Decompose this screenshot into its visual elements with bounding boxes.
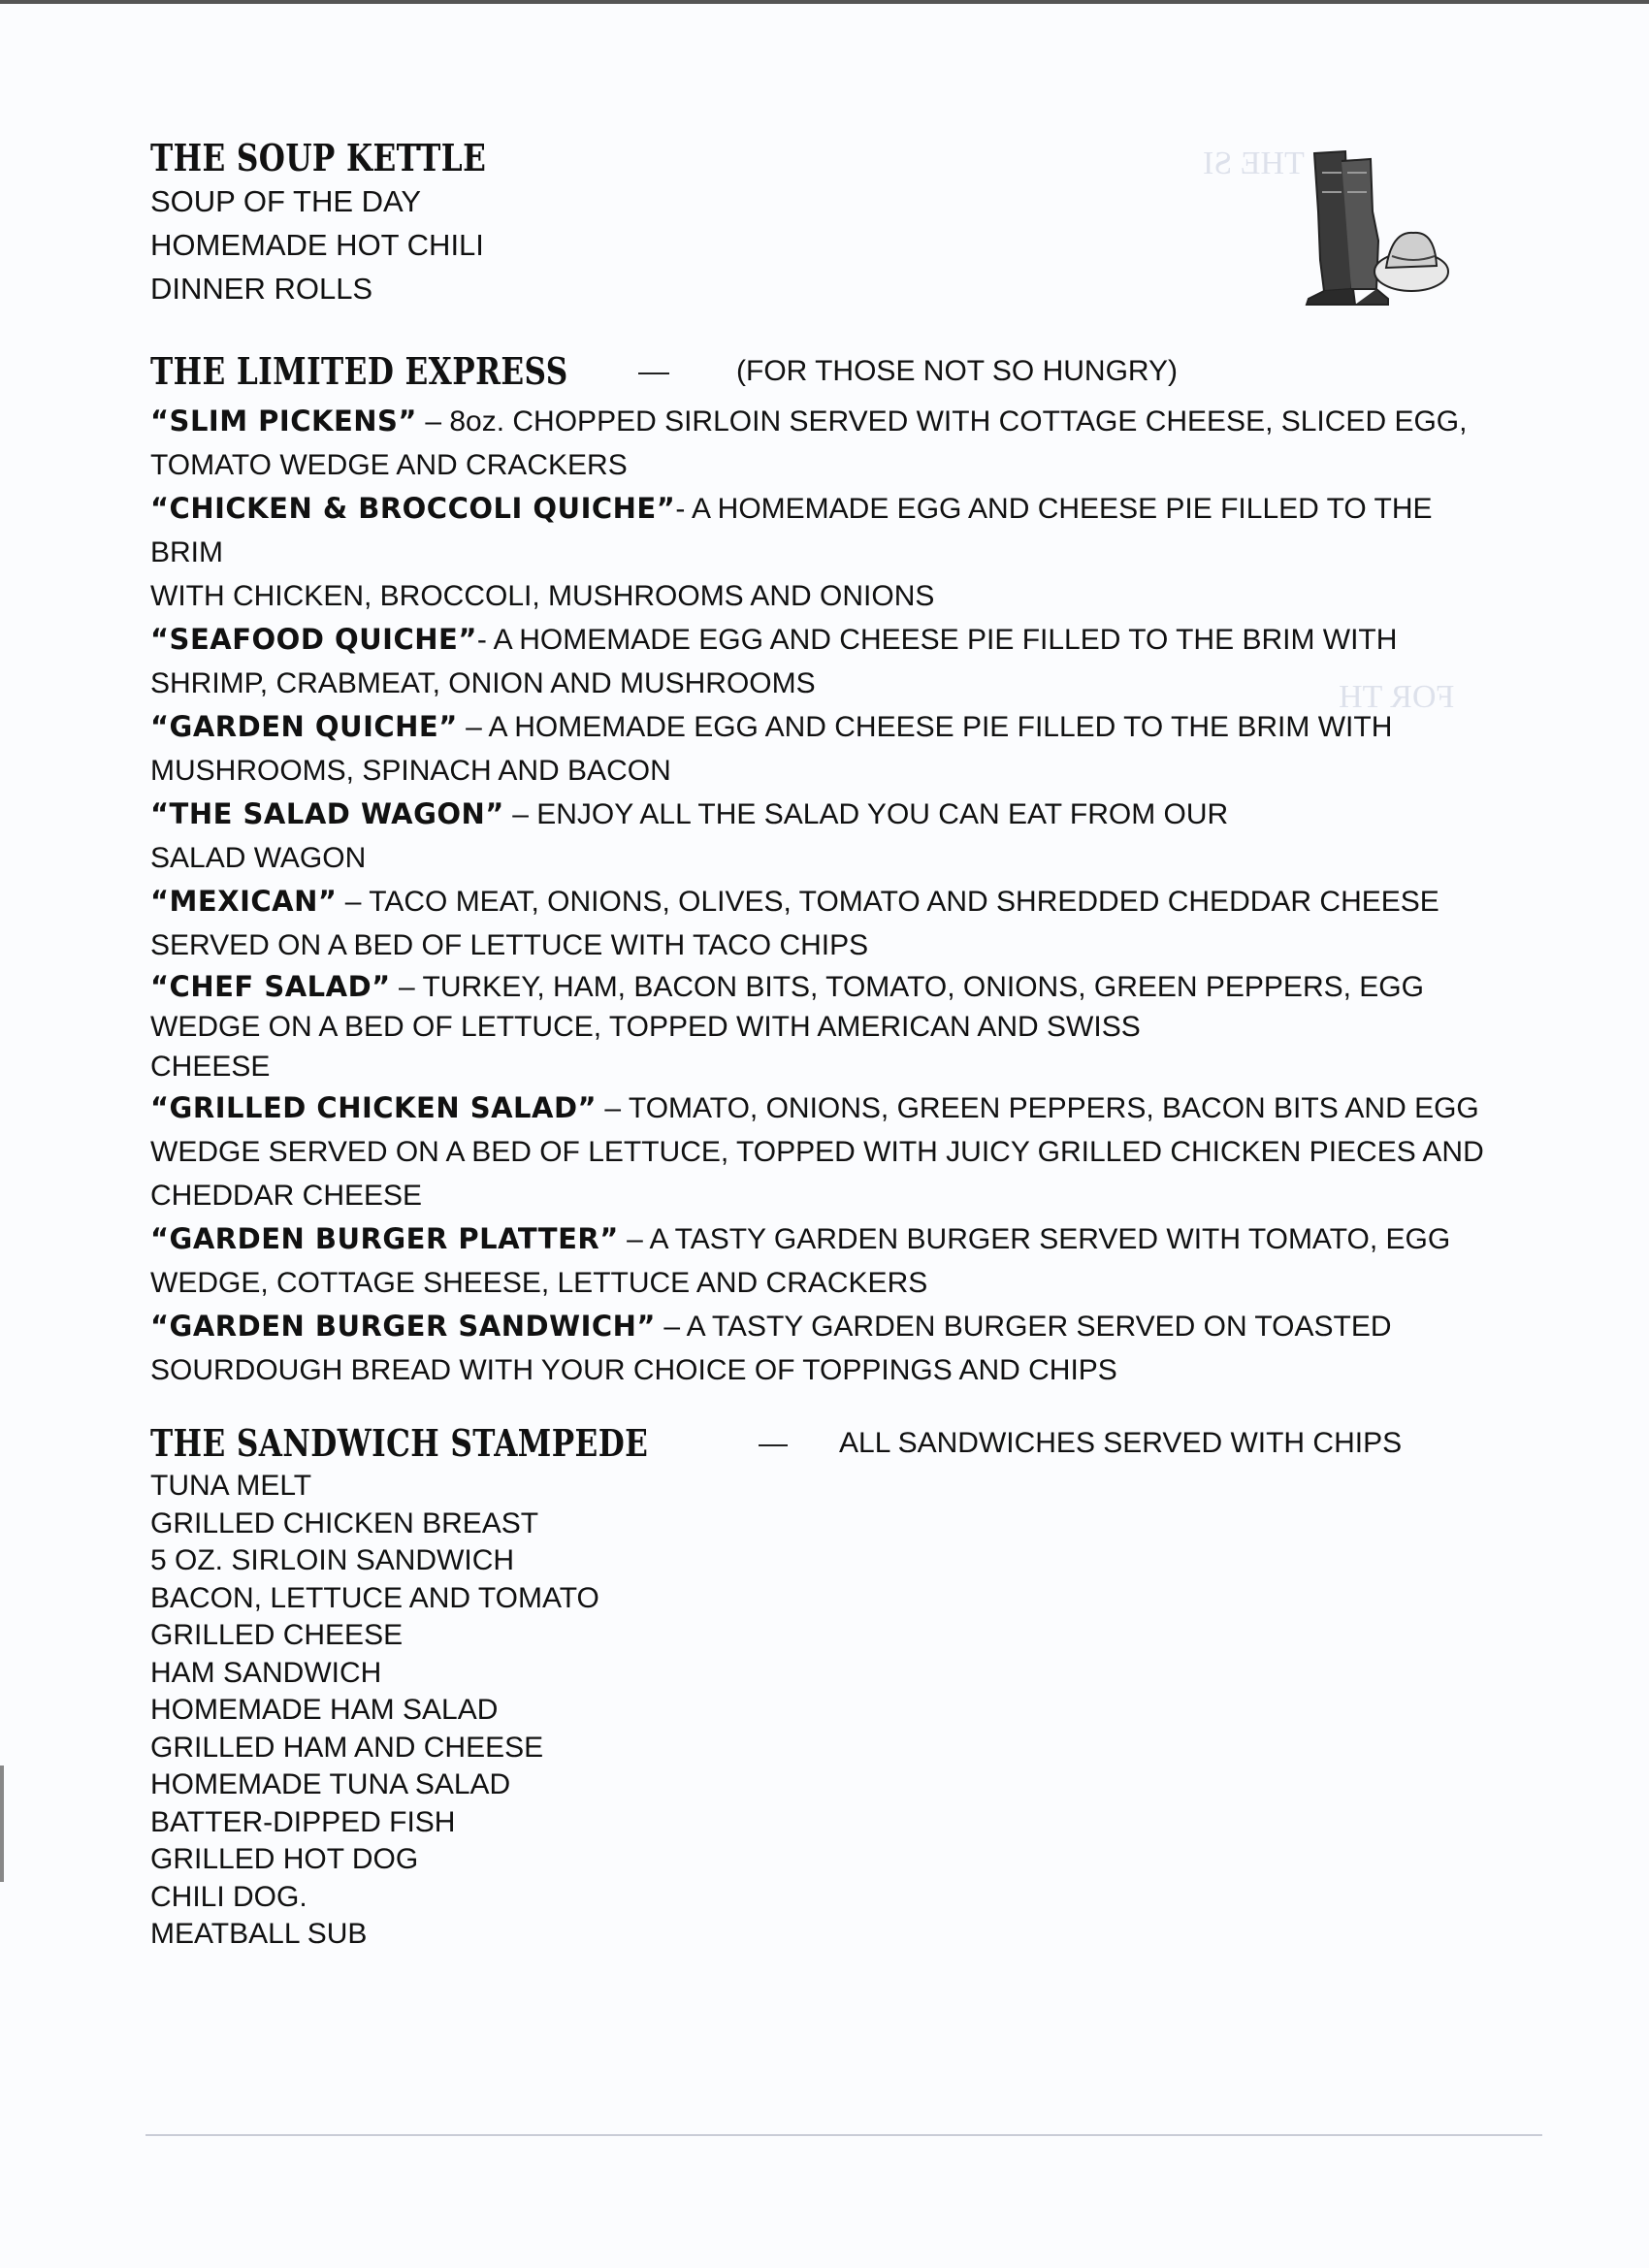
item-description: – 8oz. CHOPPED SIRLOIN SERVED WITH COTTAGE CHEESE, SLICED EGG, <box>417 405 1468 437</box>
item-description-cont: WITH CHICKEN, BROCCOLI, MUSHROOMS AND ONIONS <box>150 580 935 612</box>
item-name: “SLIM PICKENS” <box>150 405 417 437</box>
menu-item <box>150 1305 1499 1392</box>
sandwich-item: TUNA MELT <box>150 1470 312 1502</box>
menu-item <box>150 880 1499 967</box>
item-name: “SEAFOOD QUICHE” <box>150 623 477 656</box>
item-description: - A HOMEMADE EGG AND CHEESE PIE FILLED TO THE BRIM WITH <box>476 624 1398 656</box>
show-through-text: FOR TH <box>1339 679 1455 715</box>
menu-item <box>150 400 1499 487</box>
limited-express-header <box>150 349 1499 400</box>
menu-item <box>150 1086 1499 1217</box>
limited-express-section <box>150 349 1499 1392</box>
item-description-cont: MUSHROOMS, SPINACH AND BACON <box>150 755 671 787</box>
section-title-sandwich-stampede: THE SANDWICH STAMPEDE <box>150 1421 649 1465</box>
scan-edge-mark <box>0 1766 4 1882</box>
item-description-cont: SALAD WAGON <box>150 842 367 874</box>
sandwich-stampede-header <box>150 1421 1499 1468</box>
item-description-cont: WEDGE ON A BED OF LETTUCE, TOPPED WITH AMERICAN AND SWISS <box>150 1011 1141 1043</box>
section-gap <box>150 310 1499 349</box>
section-gap <box>150 1392 1499 1421</box>
sandwich-item: 5 OZ. SIRLOIN SANDWICH <box>150 1544 515 1576</box>
item-name: “MEXICAN” <box>150 885 338 918</box>
item-description-cont: SOURDOUGH BREAD WITH YOUR CHOICE OF TOPPINGS AND CHIPS <box>150 1354 1117 1386</box>
item-description-cont: CHEDDAR CHEESE <box>150 1180 423 1212</box>
item-name: “THE SALAD WAGON” <box>150 797 504 830</box>
menu-item <box>150 487 1499 618</box>
header-dash <box>759 1444 788 1446</box>
sandwich-item: BACON, LETTUCE AND TOMATO <box>150 1581 599 1614</box>
menu-page <box>150 136 1499 1954</box>
item-name: “GARDEN BURGER PLATTER” <box>150 1222 619 1255</box>
item-name: “CHICKEN & BROCCOLI QUICHE” <box>150 492 676 525</box>
soup-kettle-section <box>150 136 1499 310</box>
section-title-soup-kettle: THE SOUP KETTLE <box>150 136 487 179</box>
item-name: “GARDEN BURGER SANDWICH” <box>150 1310 656 1343</box>
item-description-cont: WEDGE, COTTAGE SHEESE, LETTUCE AND CRACKERS <box>150 1267 928 1299</box>
sandwich-item: MEATBALL SUB <box>150 1918 368 1950</box>
soup-item: HOMEMADE HOT CHILI <box>150 228 484 262</box>
sandwich-item: GRILLED CHEESE <box>150 1619 404 1651</box>
section-title-limited-express: THE LIMITED EXPRESS <box>150 349 568 393</box>
sandwich-item: HOMEMADE TUNA SALAD <box>150 1768 511 1800</box>
sandwich-item: GRILLED HAM AND CHEESE <box>150 1731 544 1764</box>
item-description: – A HOMEMADE EGG AND CHEESE PIE FILLED TO THE BRIM WITH <box>457 711 1393 743</box>
menu-item <box>150 793 1499 880</box>
item-name: “GRILLED CHICKEN SALAD” <box>150 1091 598 1124</box>
item-description: – TURKEY, HAM, BACON BITS, TOMATO, ONIONS, GREEN PEPPERS, EGG <box>390 971 1424 1003</box>
item-description: – A TASTY GARDEN BURGER SERVED WITH TOMATO, EGG <box>618 1223 1451 1255</box>
item-description: – A TASTY GARDEN BURGER SERVED ON TOASTED <box>655 1311 1392 1343</box>
sandwich-item: CHILI DOG. <box>150 1880 307 1913</box>
soup-item: DINNER ROLLS <box>150 272 373 306</box>
soup-item: SOUP OF THE DAY <box>150 184 422 218</box>
header-dash <box>638 373 669 374</box>
sandwich-item: HOMEMADE HAM SALAD <box>150 1694 499 1726</box>
menu-item <box>150 618 1499 705</box>
menu-item <box>150 1217 1499 1305</box>
item-description-cont: CHEESE <box>150 1051 271 1083</box>
item-name: “CHEF SALAD” <box>150 970 391 1003</box>
item-description: – TACO MEAT, ONIONS, OLIVES, TOMATO AND SHREDDED CHEDDAR CHEESE <box>337 886 1439 918</box>
item-description: – ENJOY ALL THE SALAD YOU CAN EAT FROM OUR <box>503 798 1229 830</box>
item-description-cont: SHRIMP, CRABMEAT, ONION AND MUSHROOMS <box>150 667 816 699</box>
show-through-text: THE SI <box>1203 146 1305 181</box>
sandwich-item: BATTER-DIPPED FISH <box>150 1805 456 1838</box>
item-description-cont: WEDGE SERVED ON A BED OF LETTUCE, TOPPED WITH JUICY GRILLED CHICKEN PIECES AND <box>150 1136 1484 1168</box>
menu-item <box>150 705 1499 793</box>
item-description-cont: SERVED ON A BED OF LETTUCE WITH TACO CHIPS <box>150 929 869 961</box>
sandwich-stampede-section <box>150 1421 1499 1954</box>
item-description-cont: TOMATO WEDGE AND CRACKERS <box>150 449 628 481</box>
item-description: - A HOMEMADE EGG AND CHEESE PIE FILLED TO THE BRIM <box>150 493 1433 568</box>
menu-item <box>150 967 1499 1086</box>
item-description: – TOMATO, ONIONS, GREEN PEPPERS, BACON BITS AND EGG <box>597 1092 1479 1124</box>
sandwich-item: GRILLED CHICKEN BREAST <box>150 1507 539 1539</box>
item-name: “GARDEN QUICHE” <box>150 710 458 743</box>
sandwich-item: GRILLED HOT DOG <box>150 1843 419 1875</box>
limited-express-note: (FOR THOSE NOT SO HUNGRY) <box>736 355 1179 387</box>
bottom-rule <box>146 2134 1542 2136</box>
sandwich-stampede-note: ALL SANDWICHES SERVED WITH CHIPS <box>839 1427 1403 1459</box>
sandwich-item: HAM SANDWICH <box>150 1656 382 1689</box>
top-edge-rule <box>0 0 1649 4</box>
